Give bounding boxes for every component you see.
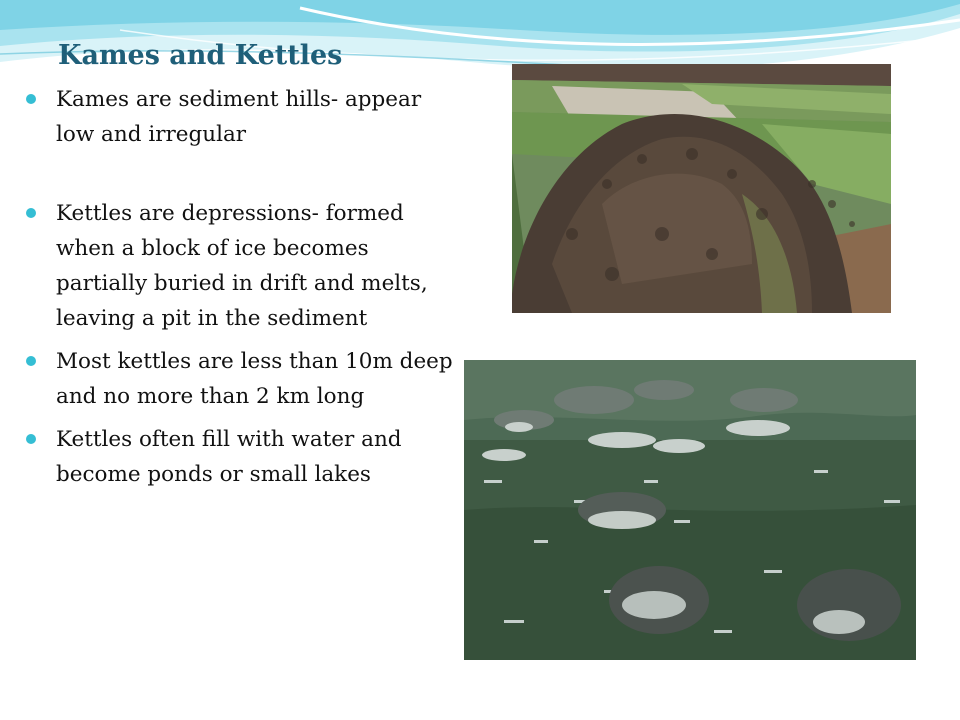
bullet-kettles-size [26, 344, 466, 414]
bullet-dot-icon [26, 208, 36, 218]
bullet-text: Most kettles are less than 10m deep and no more than 2 km long [56, 349, 453, 409]
bullet-list [26, 82, 466, 492]
bullet-dot-icon [26, 94, 36, 104]
bullet-dot-icon [26, 434, 36, 444]
bullet-kettles-ponds [26, 422, 466, 492]
bullet-kames-definition [26, 82, 466, 152]
slide-title: Kames and Kettles [58, 40, 343, 71]
bullet-dot-icon [26, 356, 36, 366]
bullet-kettles-definition [26, 196, 466, 336]
bullet-text: Kettles often fill with water and become ponds or small lakes [56, 427, 402, 487]
bullet-text: Kames are sediment hills- appear low and irregular [56, 87, 422, 147]
bullet-text: Kettles are depressions- formed when a block of ice becomes partially buried in drift and melts, leaving a pit in the sediment [56, 201, 428, 331]
kettle-ponds-photo [464, 360, 916, 660]
forested-hill-photo [512, 64, 891, 313]
